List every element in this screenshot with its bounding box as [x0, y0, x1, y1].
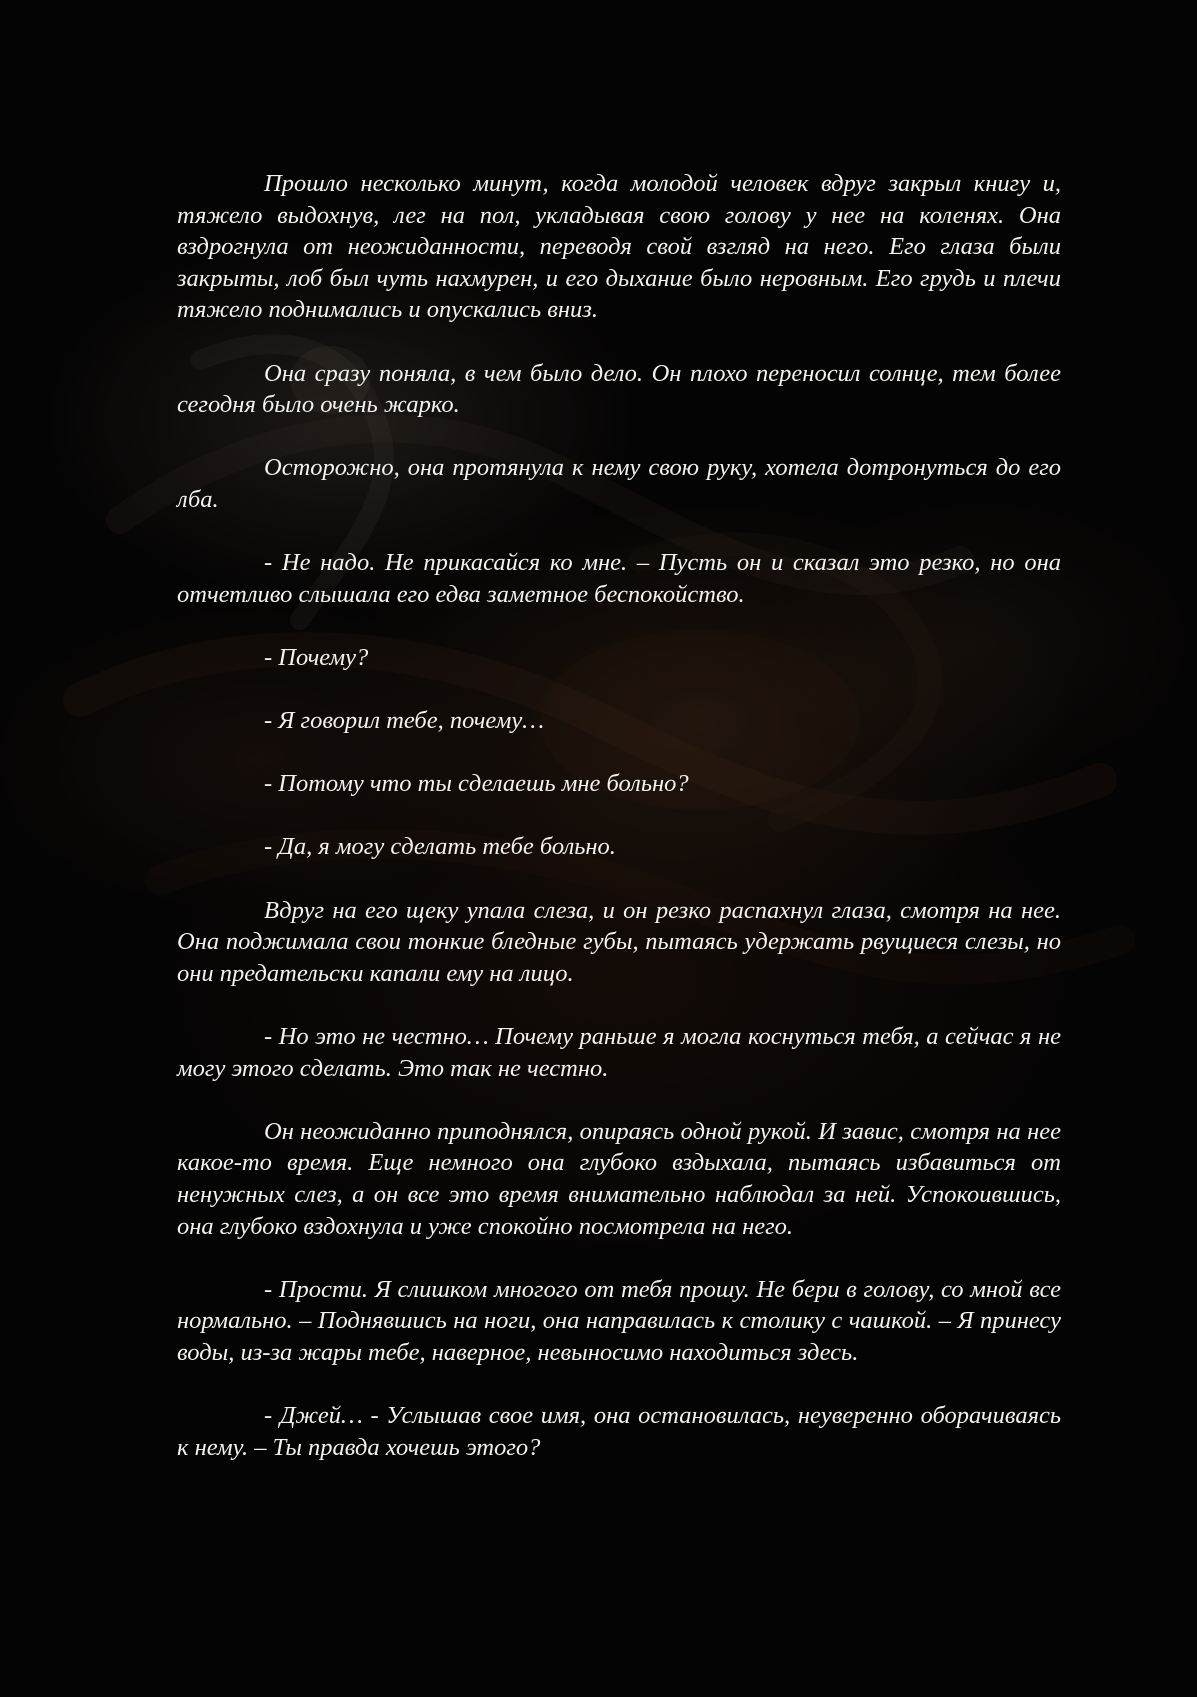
- paragraph: - Я говорил тебе, почему…: [264, 707, 544, 735]
- paragraph: - Но это не честно… Почему раньше я могла коснуться тебя, а сейчас я не могу этого сделать. Это так не честно.: [177, 1023, 1061, 1082]
- paragraph: - Джей… - Услышав свое имя, она остановилась, неуверенно оборачиваясь к нему. – Ты правда хочешь этого?: [177, 1402, 1061, 1461]
- paragraph: - Да, я могу сделать тебе больно.: [264, 833, 616, 861]
- paragraph: - Не надо. Не прикасайся ко мне. – Пусть он и сказал это резко, но она отчетливо слышала его едва заметное беспокойство.: [177, 549, 1061, 608]
- paragraph: - Почему?: [264, 643, 369, 671]
- paragraph: Осторожно, она протянула к нему свою руку, хотела дотронуться до его лба.: [177, 454, 1061, 513]
- paragraph: Вдруг на его щеку упала слеза, и он резко распахнул глаза, смотря на нее. Она поджимала свои тонкие бледные губы, пытаясь удержать рвущиеся слезы, но они предательски капали ему на лицо.: [177, 896, 1061, 987]
- paragraph: Прошло несколько минут, когда молодой человек вдруг закрыл книгу и, тяжело выдохнув, лег на пол, укладывая свою голову у нее на коленях. Она вздрогнула от неожиданности, переводя свой взгляд на него. Его глаза были закрыты, лоб был чуть нахмурен, и его дыхание было неровным. Его грудь и плечи тяжело поднимались и опускались вниз.: [177, 170, 1061, 324]
- paragraph: Она сразу поняла, в чем было дело. Он плохо переносил солнце, тем более сегодня было очень жарко.: [177, 359, 1061, 419]
- story-text: [177, 168, 1061, 1463]
- paragraph: Он неожиданно приподнялся, опираясь одной рукой. И завис, смотря на нее какое-то время. Еще немного она глубоко вздыхала, пытаясь избавиться от ненужных слез, а он все это время внимательно наблюдал за ней. Успокоившись, она глубоко вздохнула и уже спокойно посмотрела на него.: [177, 1117, 1061, 1240]
- paragraph: - Потому что ты сделаешь мне больно?: [264, 770, 689, 798]
- paragraph: - Прости. Я слишком многого от тебя прошу. Не бери в голову, со мной все нормально. – Поднявшись на ноги, она направилась к столику с чашкой. – Я принесу воды, из-за жары тебе, наверное, невыносимо находиться здесь.: [177, 1275, 1061, 1366]
